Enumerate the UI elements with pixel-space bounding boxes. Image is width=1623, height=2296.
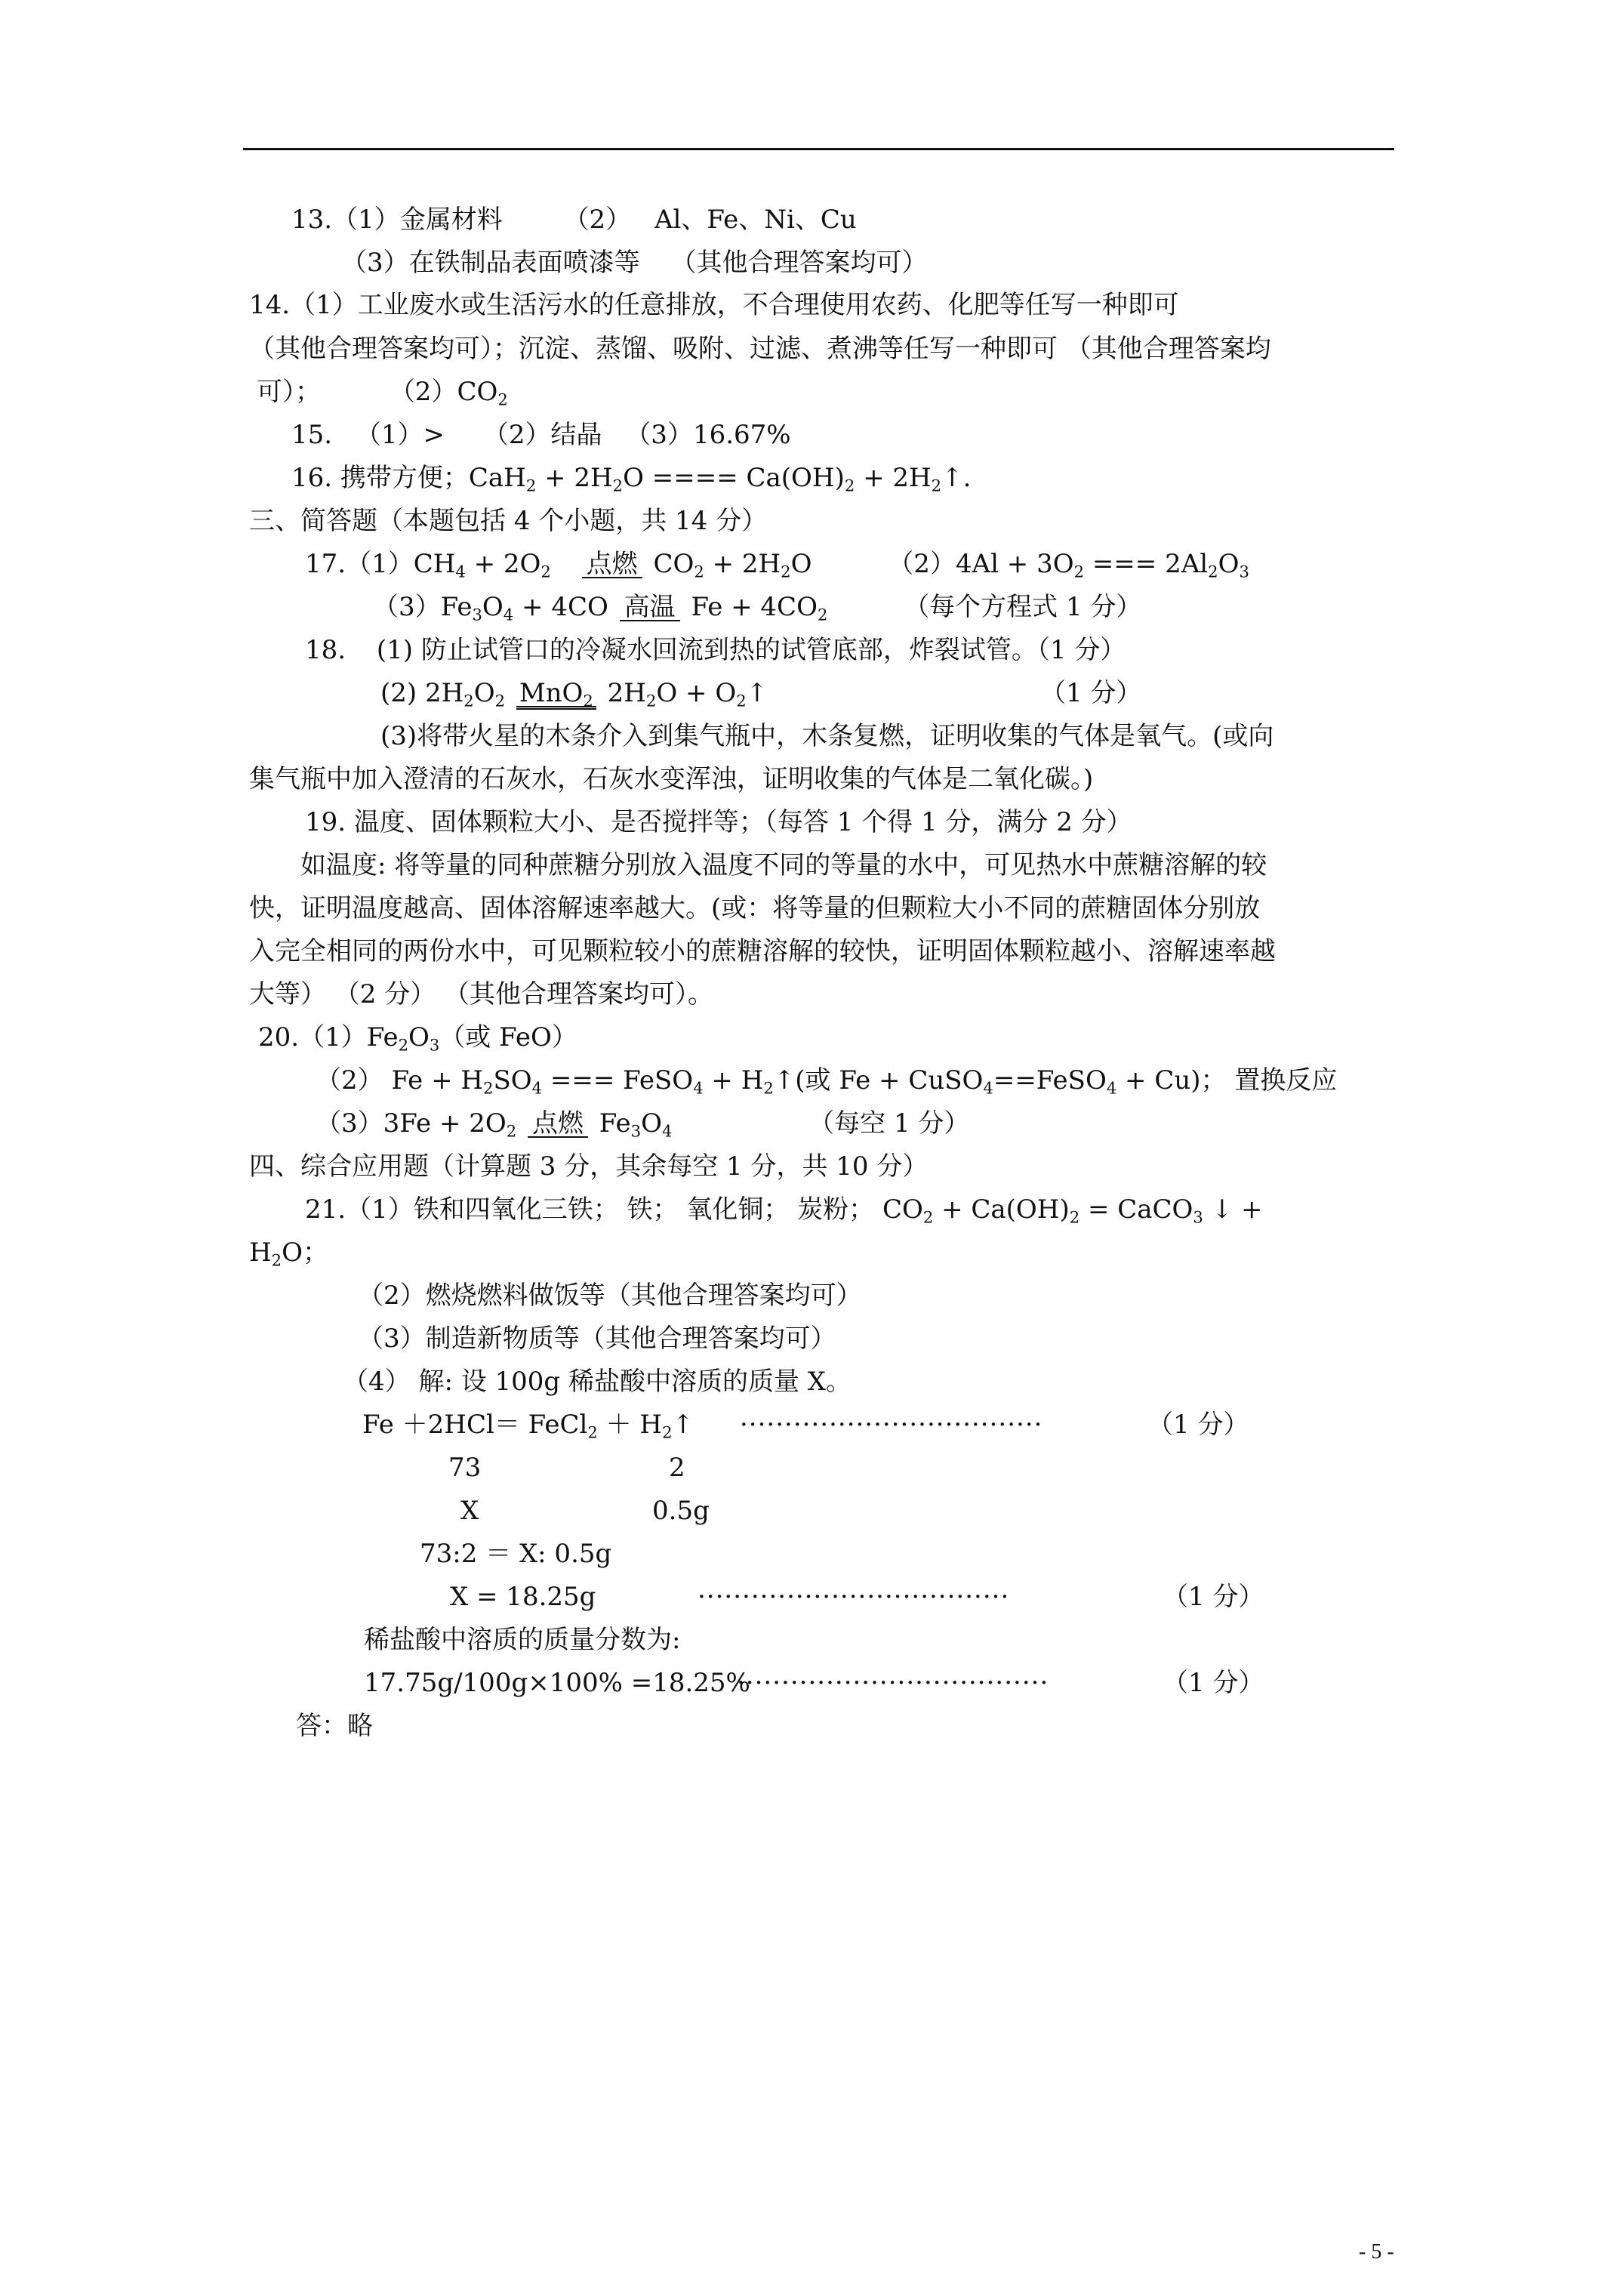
q18-line4: 集气瓶中加入澄清的石灰水，石灰水变浑浊，证明收集的气体是二氧化碳。)	[249, 764, 1094, 794]
q21-ratio-bottom-a: X	[460, 1496, 479, 1526]
final-answer: 答：略	[296, 1711, 373, 1741]
q17-line2: $(3)Fe_3O_4 + 4CO$ 高温 $Fe + 4CO_2$ （每个方程式 1 分）	[373, 592, 1142, 624]
q16-line: 16. 携带方便；$CaH_2 + 2H_2O$ ==== $Ca(OH)_2$ + $2H_2↑$.	[291, 463, 972, 495]
section-3-heading: 三、简答题（本题包括 4 个小题，共 14 分）	[249, 506, 768, 536]
q21-ratio-bottom-b: 0.5g	[652, 1496, 710, 1526]
section-4-heading: 四、综合应用题（计算题 3 分，其余每空 1 分，共 10 分）	[249, 1151, 929, 1182]
q21-score-3: （1 分）	[1163, 1668, 1264, 1698]
q21-line4: （3）制造新物质等（其他合理答案均可）	[358, 1324, 836, 1354]
q21-equation: Fe ＋2HCl＝ FeCl$_2$ ＋ $H_2↑$	[362, 1410, 694, 1442]
page-number: - 5 -	[1359, 2240, 1394, 2264]
q21-line1: 21.（1）铁和四氧化三铁； 铁； 氧化铜； 炭粉； $CO_2 + Ca(OH)_2$ = CaCO$_3$ ↓ +	[305, 1194, 1263, 1227]
q18-line2: (2) $2H_2O_2$ MnO$_2$ $2H_2O$ + $O_2↑$ （1 分）	[380, 678, 1142, 710]
q14-line3: 可）； $(2)CO_2$	[257, 377, 508, 409]
q14-line1: 14.（1）工业废水或生活污水的任意排放，不合理使用农药、化肥等任写一种即可	[249, 290, 1179, 320]
q20-line2: （2） $Fe + H_2SO_4$ === FeSO$_4$ + $H_2↑$(或 Fe + CuSO$_4$==FeSO$_4$ + Cu)； 置换反应	[316, 1065, 1338, 1098]
q13-answer-2: Al、Fe、Ni、Cu	[654, 205, 857, 235]
q13-line2: （3）在铁制品表面喷漆等 （其他合理答案均可）	[341, 248, 928, 278]
q21-result: X = 18.25g	[450, 1582, 596, 1612]
q21-dots-1: ··································	[740, 1410, 1043, 1440]
q17-condition-ignite: 点燃	[582, 551, 642, 578]
q15-number: 15.	[291, 420, 333, 450]
q16-number: 16.	[291, 463, 333, 493]
q21-ratio-top-a: 73	[448, 1453, 482, 1483]
q20-line1: $20.(1)Fe_2O_3$（或 FeO）	[258, 1022, 577, 1055]
q19-number: 19.	[305, 807, 346, 837]
q21-ratio-top-b: 2	[669, 1453, 685, 1483]
q18-number: 18.	[305, 635, 346, 665]
q21-proportion: 73:2 ＝ X: 0.5g	[420, 1539, 612, 1569]
q21-dots-3: ···································	[737, 1668, 1049, 1698]
q19-line4: 入完全相同的两份水中，可见颗粒较小的蔗糖溶解的较快，证明固体颗粒越小、溶解速率越	[249, 936, 1276, 966]
q17-number: 17.	[305, 549, 346, 579]
q18-line1: 18. (1) 防止试管口的冷凝水回流到热的试管底部，炸裂试管。（1 分）	[305, 635, 1126, 665]
q21-number: 21.	[305, 1194, 346, 1225]
q13-answer-1: 金属材料	[399, 205, 503, 235]
q18-line3: (3)将带火星的木条介入到集气瓶中，木条复燃，证明收集的气体是氧气。(或向	[380, 721, 1274, 751]
q13-number: 13.	[291, 205, 333, 235]
q21-line5: （4） 解: 设 100g 稀盐酸中溶质的质量 X。	[343, 1367, 852, 1397]
q13-line1: 13.（1）金属材料 （2） Al、Fe、Ni、Cu	[291, 205, 857, 235]
header-rule	[243, 148, 1394, 150]
q21-line3: （2）燃烧燃料做饭等（其他合理答案均可）	[358, 1281, 862, 1311]
q18-catalyst-condition: MnO$_2$	[516, 680, 596, 710]
q13-answer-3: 在铁制品表面喷漆等	[408, 248, 640, 278]
q19-line1: 19. 温度、固体颗粒大小、是否搅拌等；（每答 1 个得 1 分，满分 2 分）	[305, 807, 1132, 837]
q19-line2: 如温度: 将等量的同种蔗糖分别放入温度不同的等量的水中，可见热水中蔗糖溶解的较	[300, 850, 1267, 880]
q21-score-2: （1 分）	[1163, 1582, 1264, 1612]
q21-fraction: 17.75g/100g×100% =18.25%	[364, 1668, 750, 1698]
q15-line: 15. （1）> （2）结晶 （3）16.67%	[291, 420, 791, 450]
q14-number: 14.	[249, 290, 291, 320]
q21-dots-2: ···································	[698, 1582, 1010, 1612]
q14-line2: （其他合理答案均可）；沉淀、蒸馏、吸附、过滤、煮沸等任写一种即可 （其他合理答案均	[249, 334, 1271, 364]
q17-condition-heat: 高温	[620, 594, 680, 621]
q19-line5: 大等） （2 分） （其他合理答案均可）。	[249, 979, 714, 1009]
q21-score-1: （1 分）	[1147, 1410, 1249, 1440]
q20-condition-ignite: 点燃	[528, 1111, 588, 1138]
q21-line2: $H_2O$；	[249, 1237, 328, 1270]
q19-line3: 快，证明温度越高、固体溶解速率越大。(或：将等量的但颗粒大小不同的蔗糖固体分别放	[249, 893, 1261, 923]
q17-line1: $17.(1)CH_4 + 2O_2$ 点燃 $CO_2 + 2H_2O$ $(2)4Al + 3O_2$ === $2Al_2O_3$	[305, 549, 1249, 581]
q20-line3: $(3)3Fe + 2O_2$ 点燃 $Fe_3O_4$ （每空 1 分）	[316, 1108, 970, 1141]
q20-number: 20.	[258, 1022, 300, 1052]
q21-fraction-label: 稀盐酸中溶质的质量分数为:	[364, 1625, 681, 1655]
